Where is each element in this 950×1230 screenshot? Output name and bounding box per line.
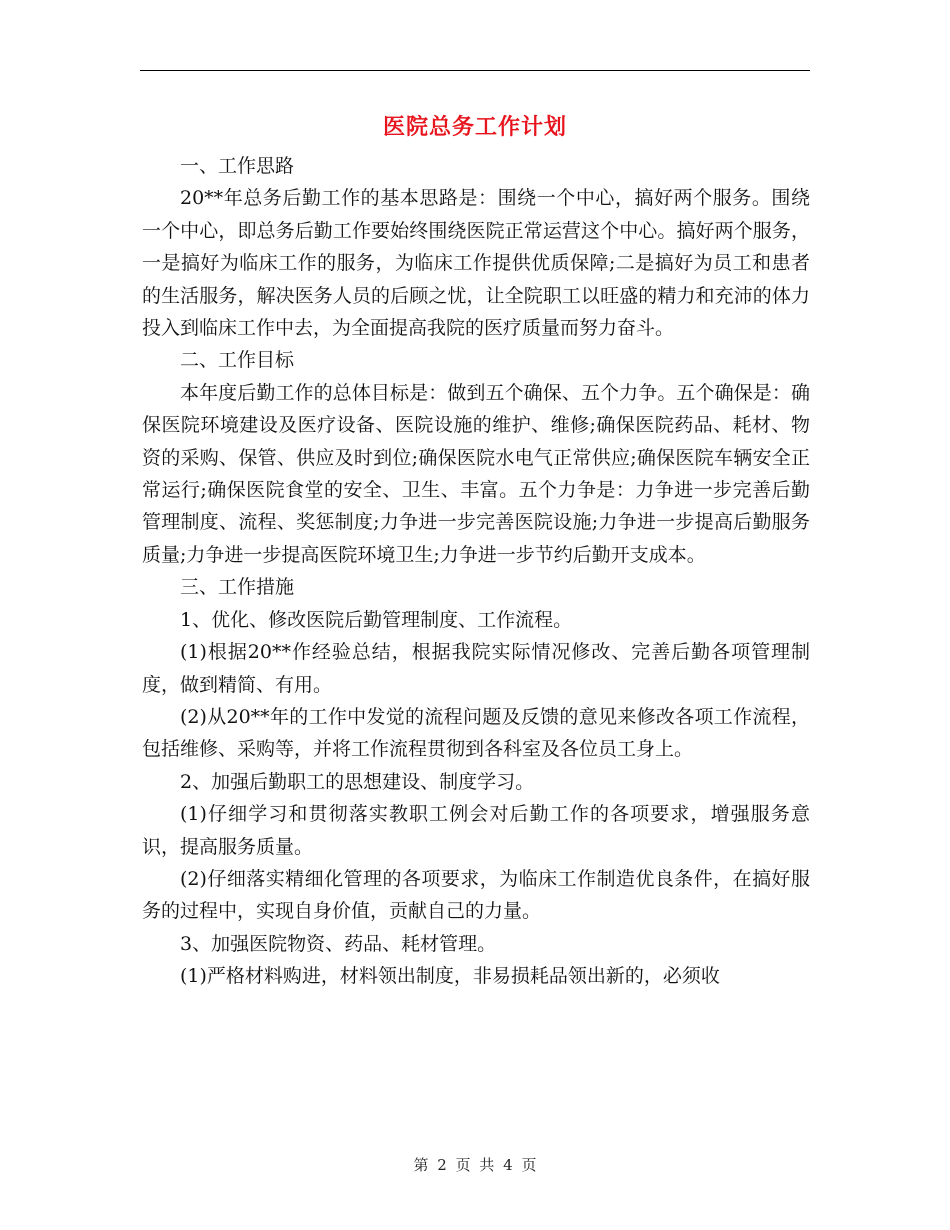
header-rule [140,70,810,71]
measure-2-heading: 2、加强后勤职工的思想建设、制度学习。 [180,770,535,793]
document-title: 医院总务工作计划 [382,114,567,140]
heading-work-measures: 三、工作措施 [180,576,295,599]
paragraph-goals: 本年度后勤工作的总体目标是：做到五个确保、五个力争。五个确保是：确保医院环境建设及医疗设备、医院设施的维护、维修;确保医院药品、耗材、物资的采购、保管、供应及时到位;确保医院水电气正常供应;确保医院车辆安全正常运行;确保医院食堂的安全、卫生、丰富。五个力争是：力争进一步完善后勤管理制度、流程、奖惩制度;力争进一步完善医院设施;力争进一步提高后勤服务质量;力争进一步提高医院环境卫生;力争进一步节约后勤开支成本。 [142,381,810,566]
document-body [142,150,810,993]
paragraph-approach: 20**年总务后勤工作的基本思路是：围绕一个中心，搞好两个服务。围绕一个中心，即总务后勤工作要始终围绕医院正常运营这个中心。搞好两个服务，一是搞好为临床工作的服务，为临床工作提供优质保障;二是搞好为员工和患者的生活服务，解决医务人员的后顾之忧，让全院职工以旺盛的精力和充沛的体力投入到临床工作中去，为全面提高我院的医疗质量而努力奋斗。 [142,187,810,340]
measure-3-item-1: (1)严格材料购进，材料领出制度，非易损耗品领出新的，必须收 [180,965,720,988]
measure-1-heading: 1、优化、修改医院后勤管理制度、工作流程。 [180,608,573,631]
measure-1-item-1: (1)根据20**作经验总结，根据我院实际情况修改、完善后勤各项管理制度，做到精简、有用。 [142,641,810,696]
measure-2-item-1: (1)仔细学习和贯彻落实教职工例会对后勤工作的各项要求，增强服务意识，提高服务质量。 [142,803,810,858]
heading-work-goals: 二、工作目标 [180,349,295,372]
measure-3-heading: 3、加强医院物资、药品、耗材管理。 [180,932,497,955]
measure-2-item-2: (2)仔细落实精细化管理的各项要求，为临床工作制造优良条件，在搞好服务的过程中，实现自身价值，贡献自己的力量。 [142,867,810,923]
heading-work-approach: 一、工作思路 [180,155,295,177]
page-number: 第 2 页 共 4 页 [413,1156,537,1174]
measure-1-item-2: (2)从20**年的工作中发觉的流程问题及反馈的意见来修改各项工作流程，包括维修、采购等，并将工作流程贯彻到各科室及各位员工身上。 [142,705,810,761]
